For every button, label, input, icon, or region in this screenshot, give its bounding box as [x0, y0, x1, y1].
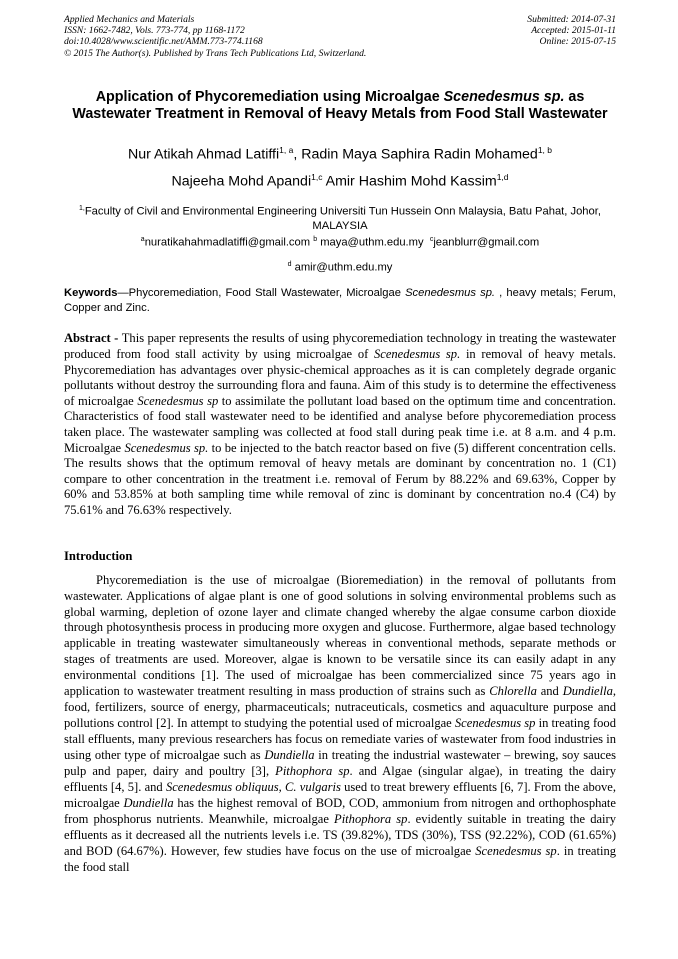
- paper-title: Application of Phycoremediation using Microalgae Scenedesmus sp. as Wastewater Treatment in Removal of Heavy Metals from Food Stall Wastewater: [72, 88, 608, 123]
- abstract: Abstract - This paper represents the results of using phycoremediation technology in treating the wastewater produced from food stall activity by using microalgae of Scenedesmus sp. in removal of heavy metals. Phycoremediation has advantages over physic-chemical approaches as it is can completely degrade organic pollutants without destroy the surrounding flora and fauna. Aim of this study is to determine the effectiveness of microalgae Scenedesmus sp to assimilate the pollutant load based on the optimum time and concentration. Characteristics of food stall wastewater need to be identified and analyse before phycoremediation process taken place. The wastewater sampling was collected at food stall during peak time i.e. at 8 a.m. and 4 p.m. Microalgae Scenedesmus sp. to be injected to the batch reactor based on five (5) different concentration cells. The results shows that the optimum removal of heavy metals are dominant by concentration no. 1 (C1) compare to other concentration in the treatment i.e. removal of Ferum by 88.22% and 69.63%, Copper by 60% and 53.85% at both sampling time while removal of zinc is dominant by concentration no.4 (C4) by 75.61% and 76.63% respectively.: [64, 331, 616, 518]
- email-line: $^a$nuratikahahmadlatiffi@gmail.com $^b$ maya@uthm.edu.my $^c$jeanblurr@gmail.com: [140, 236, 540, 249]
- journal-name: Applied Mechanics and Materials: [64, 14, 195, 25]
- submission-dates: [527, 14, 616, 59]
- email-d[interactable]: amir@uthm.edu.my: [291, 261, 393, 274]
- email-b[interactable]: maya@uthm.edu.my: [317, 236, 424, 249]
- journal-doi: doi:10.4028/www.scientific.net/AMM.773-774.1168: [64, 36, 263, 48]
- journal-header: [64, 14, 616, 59]
- email-c[interactable]: jeanblurr@gmail.com: [433, 236, 540, 249]
- email-line-2: $^d$ amir@uthm.edu.my: [287, 260, 393, 274]
- accepted-date: Accepted: 2015-01-11: [531, 25, 616, 37]
- affiliation-institution: $^{1,}$Faculty of Civil and Environmental Engineering Universiti Tun Hussein Onn Malaysia, Batu Pahat, Johor, MALAYSIA: [79, 205, 601, 233]
- affiliation: [64, 202, 616, 274]
- submitted-date: Submitted: 2014-07-31: [527, 14, 616, 25]
- copyright-notice: © 2015 The Author(s). Published by Trans Tech Publications Ltd, Switzerland.: [64, 47, 367, 59]
- author-line-2: Najeeha Mohd Apandi$^{1,c}$ Amir Hashim Mohd Kassim$^{1,d}$: [171, 171, 509, 190]
- keywords: Keywords—Phycoremediation, Food Stall Wastewater, Microalgae Scenedesmus sp. , heavy metals; Ferum, Copper and Zinc.: [64, 287, 616, 314]
- introduction-paragraph: Phycoremediation is the use of microalgae (Bioremediation) in the removal of pollutants from wastewater. Applications of algae plant is one of good solutions in solving environmental problems such as global warming, depletion of ozone layer and climate changed whereby the algae consume carbon dioxide through photosynthesis process in producing more oxygen and glucose. Furthermore, algae based technology applicable in treating wastewater simultaneously whereas in conventional methods, separate methods or stages of treatments are used. Moreover, algae is known to be versatile since its can easily adapt in any environmental conditions [1]. The used of microalgae has been commercialized since 75 years ago in application to wastewater treatment resulting in mass production of strains such as Chlorella and Dundiella, food, fertilizers, source of energy, pharmaceuticals; nutraceuticals, cosmetics and aquaculture purpose and pollutions control [2]. In attempt to studying the potential used of microalgae Scenedesmus sp in treating food stall effluents, many previous researchers has focus on remediate varies of wastewater from food industries in using other type of microalgae such as Dundiella in treating the industrial wastewater – brewing, soy sauces pulp and paper, dairy and poultry [3], Pithophora sp. and Algae (singular algae), in treating the dairy effluents [4, 5]. and Scenedesmus obliquus, C. vulgaris used to treat brewery effluents [6, 7]. From the above, microalgae Dundiella has the highest removal of BOD, COD, ammonium from nitrogen and orthophosphate from phosphorus nutrients. Meanwhile, microalgae Pithophora sp. evidently suitable in treating the dairy effluents as it decreased all the nutrients levels i.e. TS (39.82%), TDS (30%), TSS (92.22%), COD (61.65%) and BOD (64.67%). However, few studies have focus on the use of microalgae Scenedesmus sp. in treating the food stall: [64, 572, 617, 874]
- online-date: Online: 2015-07-15: [539, 36, 616, 48]
- author-list: [64, 139, 616, 192]
- journal-issn: ISSN: 1662-7482, Vols. 773-774, pp 1168-1172: [64, 25, 245, 37]
- section-heading-introduction: Introduction: [64, 548, 133, 563]
- email-a[interactable]: nuratikahahmadlatiffi@gmail.com: [144, 236, 311, 249]
- author-line-1: Nur Atikah Ahmad Latiffi$^{1, a}$, Radin Maya Saphira Radin Mohamed$^{1, b}$: [127, 144, 552, 163]
- journal-info: [64, 14, 366, 59]
